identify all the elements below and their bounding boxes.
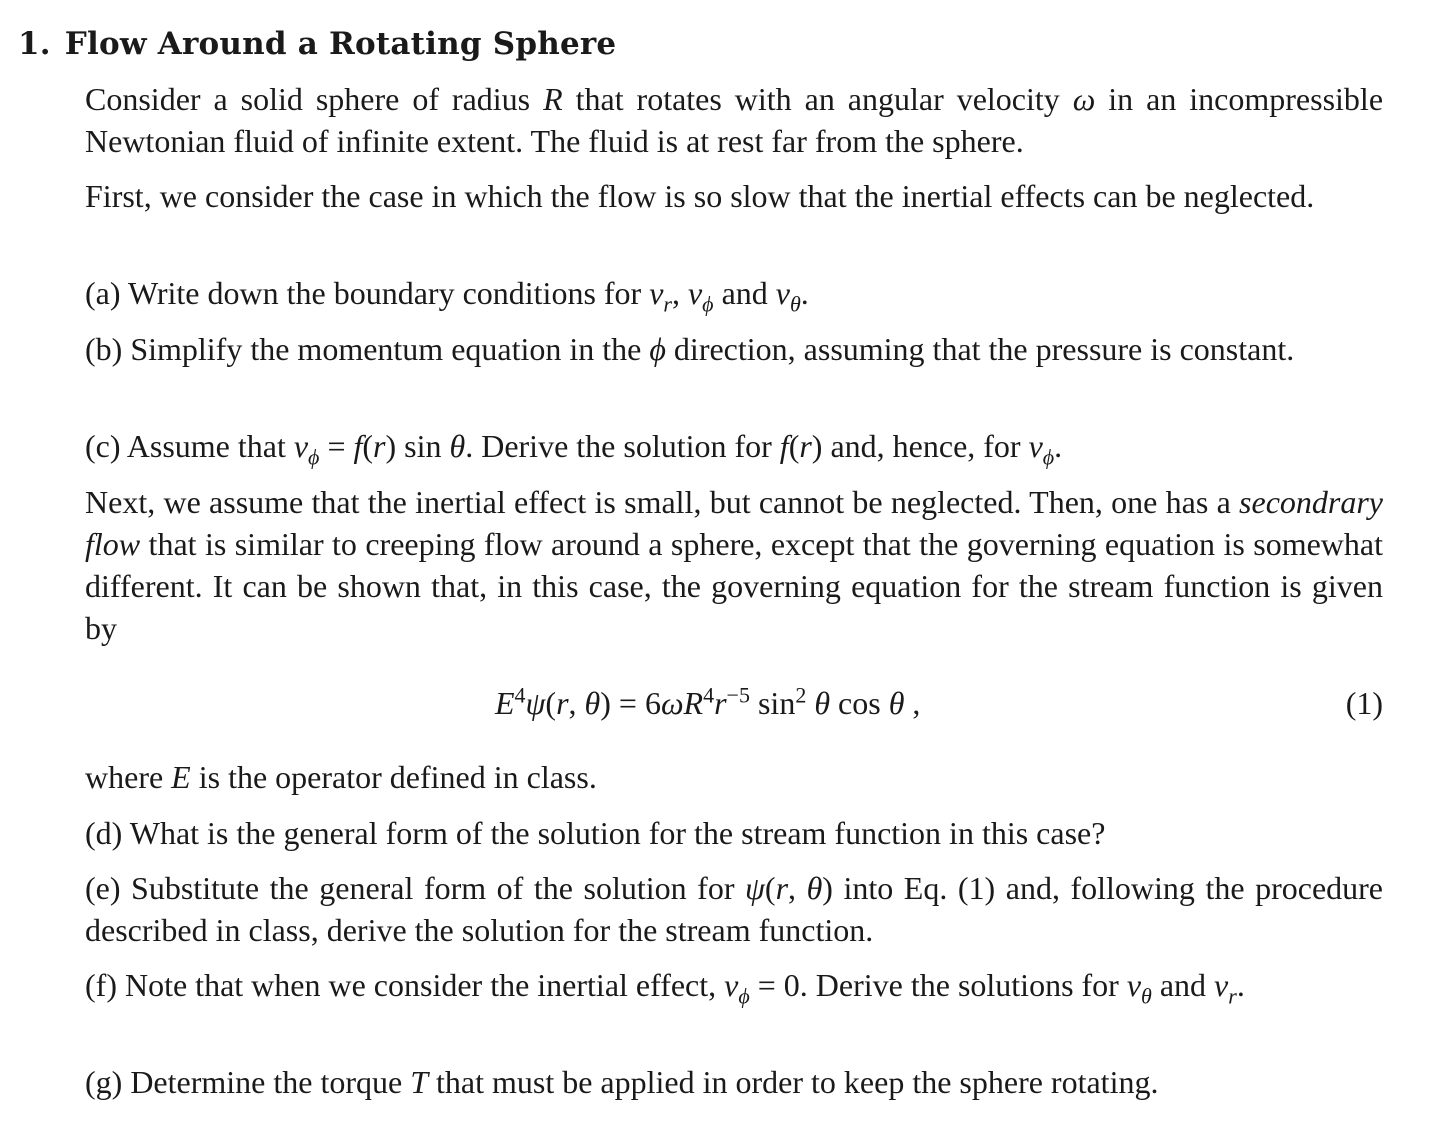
- part-c-text-1: (c) Assume that: [85, 428, 294, 464]
- radius-symbol: R: [543, 81, 563, 117]
- equation-expression: [495, 680, 920, 726]
- E-symbol: E: [495, 685, 515, 721]
- trailing-comma: ,: [904, 685, 921, 721]
- first-paragraph: First, we consider the case in which the flow is so slow that the inertial effects can be neglected.: [85, 178, 1315, 214]
- r-symbol: r: [775, 870, 789, 906]
- sub-phi: ϕ: [702, 291, 714, 317]
- sub-r: r: [1228, 983, 1237, 1009]
- sin-text: ) sin: [385, 428, 450, 464]
- open-paren: (: [362, 428, 374, 464]
- E-symbol: E: [171, 759, 191, 795]
- sub-phi: ϕ: [738, 983, 750, 1009]
- and-text: and: [713, 275, 776, 311]
- part-c: [85, 425, 1383, 470]
- part-a: [85, 272, 1383, 317]
- v-symbol: v: [649, 275, 664, 311]
- part-a-text-1: (a) Write down the boundary conditions for: [85, 275, 650, 311]
- part-f: [85, 964, 1383, 1009]
- v-symbol: v: [724, 967, 739, 1003]
- r-symbol: r: [714, 685, 727, 721]
- cos-text: cos: [830, 685, 889, 721]
- secondary-flow-term: secondrary flow: [85, 484, 1383, 562]
- next-paragraph: [85, 481, 1383, 649]
- sub-r: r: [663, 291, 672, 317]
- part-g: [85, 1061, 1383, 1103]
- equation-number: (1): [1345, 685, 1383, 721]
- r-symbol: r: [556, 685, 569, 721]
- where-paragraph: [85, 756, 1383, 798]
- v-symbol: v: [775, 275, 790, 311]
- part-g-text-1: (g) Determine the torque: [85, 1064, 411, 1100]
- next-text-2: that is similar to creeping flow around a sphere, except that the governing equation is somewhat different. It can be shown that, in this case, the governing equation for the stream function is given by: [85, 526, 1383, 646]
- period: .: [1236, 967, 1245, 1003]
- part-e-text-2: ) into Eq. (1) and, following the procedure described in class, derive the solution for the stream function.: [85, 870, 1384, 948]
- v-symbol: v: [1126, 967, 1142, 1003]
- superscript-neg5: −5: [726, 682, 750, 708]
- sub-phi: ϕ: [1042, 444, 1055, 470]
- where-text-2: is the operator defined in class.: [190, 759, 597, 795]
- part-g-text-2: that must be applied in order to keep the sphere rotating.: [428, 1064, 1159, 1100]
- period: .: [1054, 428, 1063, 464]
- comma: ,: [671, 275, 688, 311]
- f-symbol: f: [779, 428, 789, 464]
- superscript-4: 4: [703, 682, 715, 708]
- period: .: [800, 275, 809, 311]
- part-b-text-1: (b) Simplify the momentum equation in the: [85, 331, 650, 367]
- part-d: (d) What is the general form of the solution for the stream function in this case?: [85, 815, 1106, 851]
- equals: =: [319, 428, 354, 464]
- sub-theta: θ: [789, 291, 801, 317]
- sub-theta: θ: [1141, 983, 1152, 1009]
- part-c-text-3: ) and, hence, for: [811, 428, 1029, 464]
- where-text-1: where: [85, 759, 172, 795]
- f-symbol: f: [353, 428, 363, 464]
- part-f-text-1: (f) Note that when we consider the inertial effect,: [85, 967, 725, 1003]
- section-title: Flow Around a Rotating Sphere: [64, 26, 617, 62]
- superscript-4: 4: [514, 682, 526, 708]
- intro-text-3: in an incompressible Newtonian fluid of infinite extent. The fluid is at rest far from the sphere.: [85, 81, 1384, 159]
- next-text-1: Next, we assume that the inertial effect is small, but cannot be neglected. Then, one has a: [85, 484, 1240, 520]
- open-paren: (: [788, 428, 800, 464]
- phi-symbol: ϕ: [649, 331, 666, 367]
- v-symbol: v: [1028, 428, 1043, 464]
- theta-symbol: θ: [814, 685, 831, 721]
- v-symbol: v: [293, 428, 309, 464]
- psi-symbol: ψ: [745, 870, 765, 906]
- psi-symbol: ψ: [525, 685, 546, 721]
- and-text: and: [1151, 967, 1215, 1003]
- part-e-text-1: (e) Substitute the general form of the solution for: [85, 870, 746, 906]
- section-heading: [18, 22, 616, 66]
- theta-symbol: θ: [888, 685, 905, 721]
- part-c-text-2: . Derive the solution for: [465, 428, 780, 464]
- omega-symbol: ω: [660, 685, 684, 721]
- omega-symbol: ω: [1072, 81, 1096, 117]
- torque-symbol: T: [410, 1064, 428, 1100]
- superscript-2: 2: [795, 682, 807, 708]
- equation-1: [85, 680, 1383, 726]
- part-b-text-2: direction, assuming that the pressure is constant.: [665, 331, 1295, 367]
- part-e: [85, 867, 1383, 951]
- comma: ,: [568, 685, 585, 721]
- intro-text-2: that rotates with an angular velocity: [562, 81, 1073, 117]
- theta-symbol: θ: [449, 428, 466, 464]
- sin-text: sin: [749, 685, 796, 721]
- r-symbol: r: [799, 428, 812, 464]
- intro-paragraph: [85, 78, 1383, 162]
- part-f-text-2: = 0. Derive the solutions for: [749, 967, 1127, 1003]
- theta-symbol: θ: [806, 870, 823, 906]
- section-number: 1.: [18, 26, 51, 62]
- R-symbol: R: [683, 685, 704, 721]
- comma: ,: [788, 870, 807, 906]
- part-b: [85, 328, 1383, 370]
- sub-phi: ϕ: [308, 444, 320, 470]
- open-paren: (: [764, 870, 776, 906]
- equals-six: ) = 6: [600, 685, 661, 721]
- open-paren: (: [545, 685, 557, 721]
- v-symbol: v: [1214, 967, 1229, 1003]
- theta-symbol: θ: [584, 685, 601, 721]
- v-symbol: v: [687, 275, 703, 311]
- r-symbol: r: [373, 428, 386, 464]
- intro-text-1: Consider a solid sphere of radius: [85, 81, 544, 117]
